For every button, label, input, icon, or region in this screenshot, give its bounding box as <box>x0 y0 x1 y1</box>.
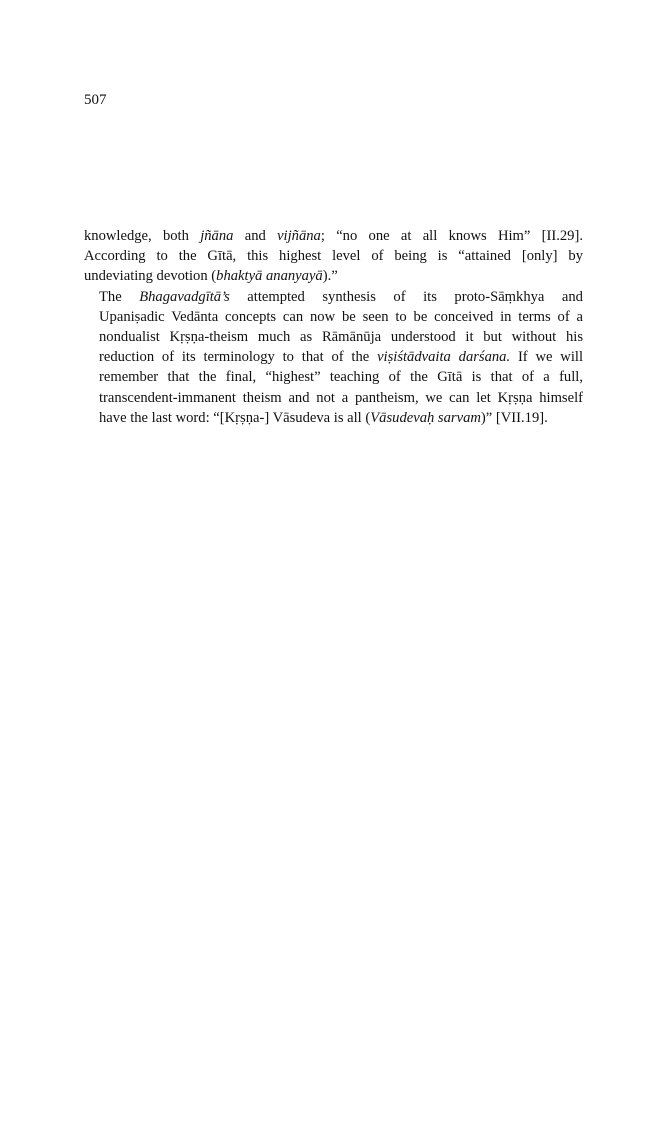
text-line <box>84 246 583 266</box>
text-run: nondualist Kṛṣṇa-theism much as Rāmānūja understood it but without his <box>99 329 583 346</box>
text-run: reduction of its terminology to that of the <box>99 349 378 366</box>
text-run: ; “no one at all knows Him” [II.29]. <box>320 228 583 244</box>
paragraph <box>84 287 583 428</box>
italic-term: Bhagavadgītā’s <box>139 288 230 305</box>
text-run: knowledge, both <box>84 228 201 244</box>
text-run: If we will <box>510 349 583 366</box>
text-run: attempted synthesis of its proto-Sāṃkhya and <box>229 288 583 305</box>
text-line <box>84 367 583 387</box>
italic-term: Vāsudevaḥ sarvam <box>370 409 481 426</box>
italic-term: jñāna <box>200 228 234 244</box>
text-line <box>84 266 583 286</box>
text-run: and <box>233 228 278 244</box>
text-run: The <box>99 288 140 305</box>
body-text <box>84 226 583 428</box>
text-run: transcendent-immanent theism and not a pantheism, we can let Kṛṣṇa himself <box>99 389 583 406</box>
text-line <box>84 327 583 347</box>
text-line <box>84 287 583 307</box>
text-line <box>84 307 583 327</box>
text-run: remember that the final, “highest” teaching of the Gītā is that of a full, <box>99 369 583 386</box>
text-line <box>84 408 583 428</box>
text-run: undeviating devotion ( <box>84 268 217 285</box>
text-line <box>84 226 583 246</box>
text-run: )” [VII.19]. <box>480 409 548 426</box>
italic-term: viṣiśtādvaita darśana. <box>377 349 511 366</box>
text-run: have the last word: “[Kṛṣṇa-] Vāsudeva is all ( <box>99 409 371 426</box>
text-line <box>84 347 583 367</box>
paragraph <box>84 226 583 287</box>
italic-term: bhaktyā ananyayā <box>216 268 323 285</box>
italic-term: vijñāna <box>277 228 321 244</box>
text-run: ).” <box>322 268 338 285</box>
text-line <box>84 388 583 408</box>
page-number: 507 <box>84 92 107 108</box>
text-run: Upaniṣadic Vedānta concepts can now be seen to be conceived in terms of a <box>99 308 583 325</box>
text-run: According to the Gītā, this highest level of being is “attained [only] by <box>84 248 583 265</box>
